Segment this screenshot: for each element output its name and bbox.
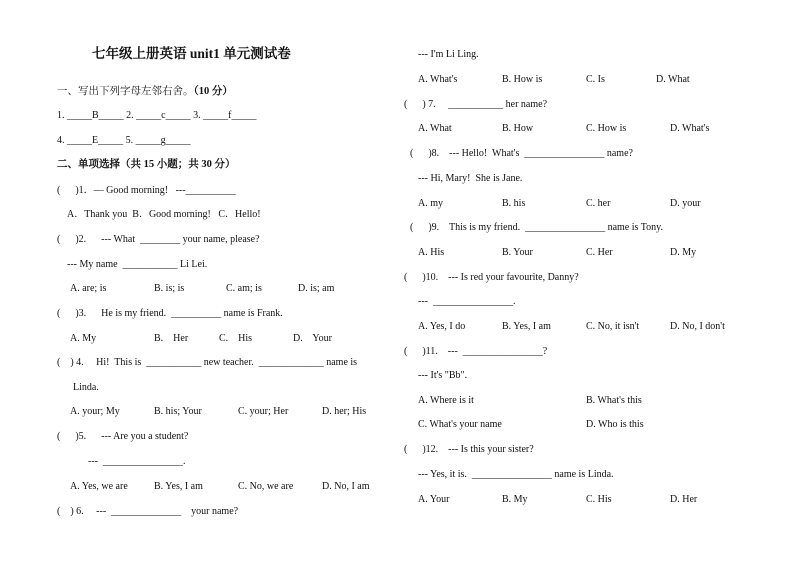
question-11-answer-line: --- It's "Bb". (418, 370, 468, 381)
question-11-option-a: A. Where is it (418, 395, 474, 406)
question-3-option-a: A. My (70, 333, 97, 344)
question-7-option-d: D. What's (670, 123, 710, 134)
question-5-option-d: D. No, I am (322, 481, 370, 492)
question-12-answer-line: --- Yes, it is. ________________ name is Linda. (418, 469, 614, 480)
question-12-option-d: D. Her (670, 494, 698, 505)
question-12-option-c: C. His (586, 494, 612, 505)
question-8-answer-line: --- Hi, Mary! She is Jane. (418, 173, 523, 184)
question-4-option-b: B. his; Your (154, 406, 202, 417)
question-10-option-b: B. Yes, I am (502, 321, 551, 332)
question-2-option-c: C. am; is (226, 283, 262, 294)
question-7-option-a: A. What (418, 123, 452, 134)
question-2: ( )2. --- What ________ your name, please? (57, 234, 260, 245)
question-7-option-c: C. How is (586, 123, 627, 134)
question-2-option-a: A. are; is (70, 283, 107, 294)
section2-heading: 二、单项选择（共 15 小题；共 30 分） (57, 159, 236, 170)
question-8-option-a: A. my (418, 198, 443, 209)
question-5-option-b: B. Yes, I am (154, 481, 203, 492)
question-7: ( ) 7. ___________ her name? (404, 99, 548, 110)
section1-row1: 1. _____B_____ 2. _____c_____ 3. _____f_____ (57, 110, 257, 121)
question-4: ( ) 4. Hi! This is ___________ new teacher. _____________ name is (57, 357, 358, 368)
question-4-option-a: A. your; My (70, 406, 120, 417)
question-10-answer-line: --- ________________. (418, 296, 516, 307)
question-6-option-a: A. What's (418, 74, 458, 85)
question-5: ( )5. --- Are you a student? (57, 431, 189, 442)
question-2-option-b: B. is; is (154, 283, 185, 294)
question-12-option-b: B. My (502, 494, 528, 505)
question-7-option-b: B. How (502, 123, 534, 134)
question-5-option-c: C. No, we are (238, 481, 294, 492)
section1-heading (57, 86, 233, 98)
question-1: ( )1．— Good morning! ---__________ (57, 185, 236, 196)
question-12: ( )12. --- Is this your sister? (404, 444, 534, 455)
question-9-option-d: D. My (670, 247, 697, 258)
question-6-option-d: D. What (656, 74, 690, 85)
question-5-answer-line: --- ________________. (88, 456, 186, 467)
question-8-option-d: D. your (670, 198, 701, 209)
question-4-option-d: D. her; His (322, 406, 367, 417)
question-8-option-b: B. his (502, 198, 526, 209)
question-11-option-b: B. What's this (586, 395, 642, 406)
question-12-option-a: A. Your (418, 494, 450, 505)
question-6: ( ) 6. --- ______________ your name? (57, 506, 239, 517)
question-4-continuation: Linda. (73, 382, 99, 393)
question-11: ( )11. --- ________________? (404, 346, 548, 357)
question-6-option-c: C. Is (586, 74, 605, 85)
question-3-option-d: D. Your (293, 333, 332, 344)
question-10: ( )10. --- Is red your favourite, Danny? (404, 272, 579, 283)
question-2-answer-line: --- My name ___________ Li Lei. (67, 259, 208, 270)
question-9-option-b: B. Your (502, 247, 533, 258)
question-8: ( )8. --- Hello! What's ________________ name? (410, 148, 633, 159)
question-8-option-c: C. her (586, 198, 611, 209)
question-10-option-d: D. No, I don't (670, 321, 725, 332)
question-1-options: A．Thank you B．Good morning! C．Hello! (67, 209, 261, 220)
question-5-option-a: A. Yes, we are (70, 481, 128, 492)
question-4-option-c: C. your; Her (238, 406, 289, 417)
question-9-option-c: C. Her (586, 247, 613, 258)
question-3-option-b: B. Her (154, 333, 189, 344)
question-11-option-d: D. Who is this (586, 419, 644, 430)
page-title: 七年级上册英语 unit1 单元测试卷 (92, 46, 291, 61)
question-9: ( )9. This is my friend. ________________ name is Tony. (410, 222, 663, 233)
question-6-option-b: B. How is (502, 74, 543, 85)
question-3: ( )3. He is my friend. __________ name is Frank. (57, 308, 283, 319)
question-9-option-a: A. His (418, 247, 445, 258)
question-11-option-c: C. What's your name (418, 419, 502, 430)
section1-heading-text: 一、写出下列字母左邻右舍。 (57, 86, 194, 97)
question-3-option-c: C. His (219, 333, 253, 344)
question-10-option-c: C. No, it isn't (586, 321, 640, 332)
question-10-option-a: A. Yes, I do (418, 321, 466, 332)
section1-row2: 4. _____E_____ 5. _____g_____ (57, 135, 191, 146)
question-2-option-d: D. is; am (298, 283, 335, 294)
question-6-answer-line: --- I'm Li Ling. (418, 49, 479, 60)
section1-score: （10 分） (193, 86, 233, 97)
